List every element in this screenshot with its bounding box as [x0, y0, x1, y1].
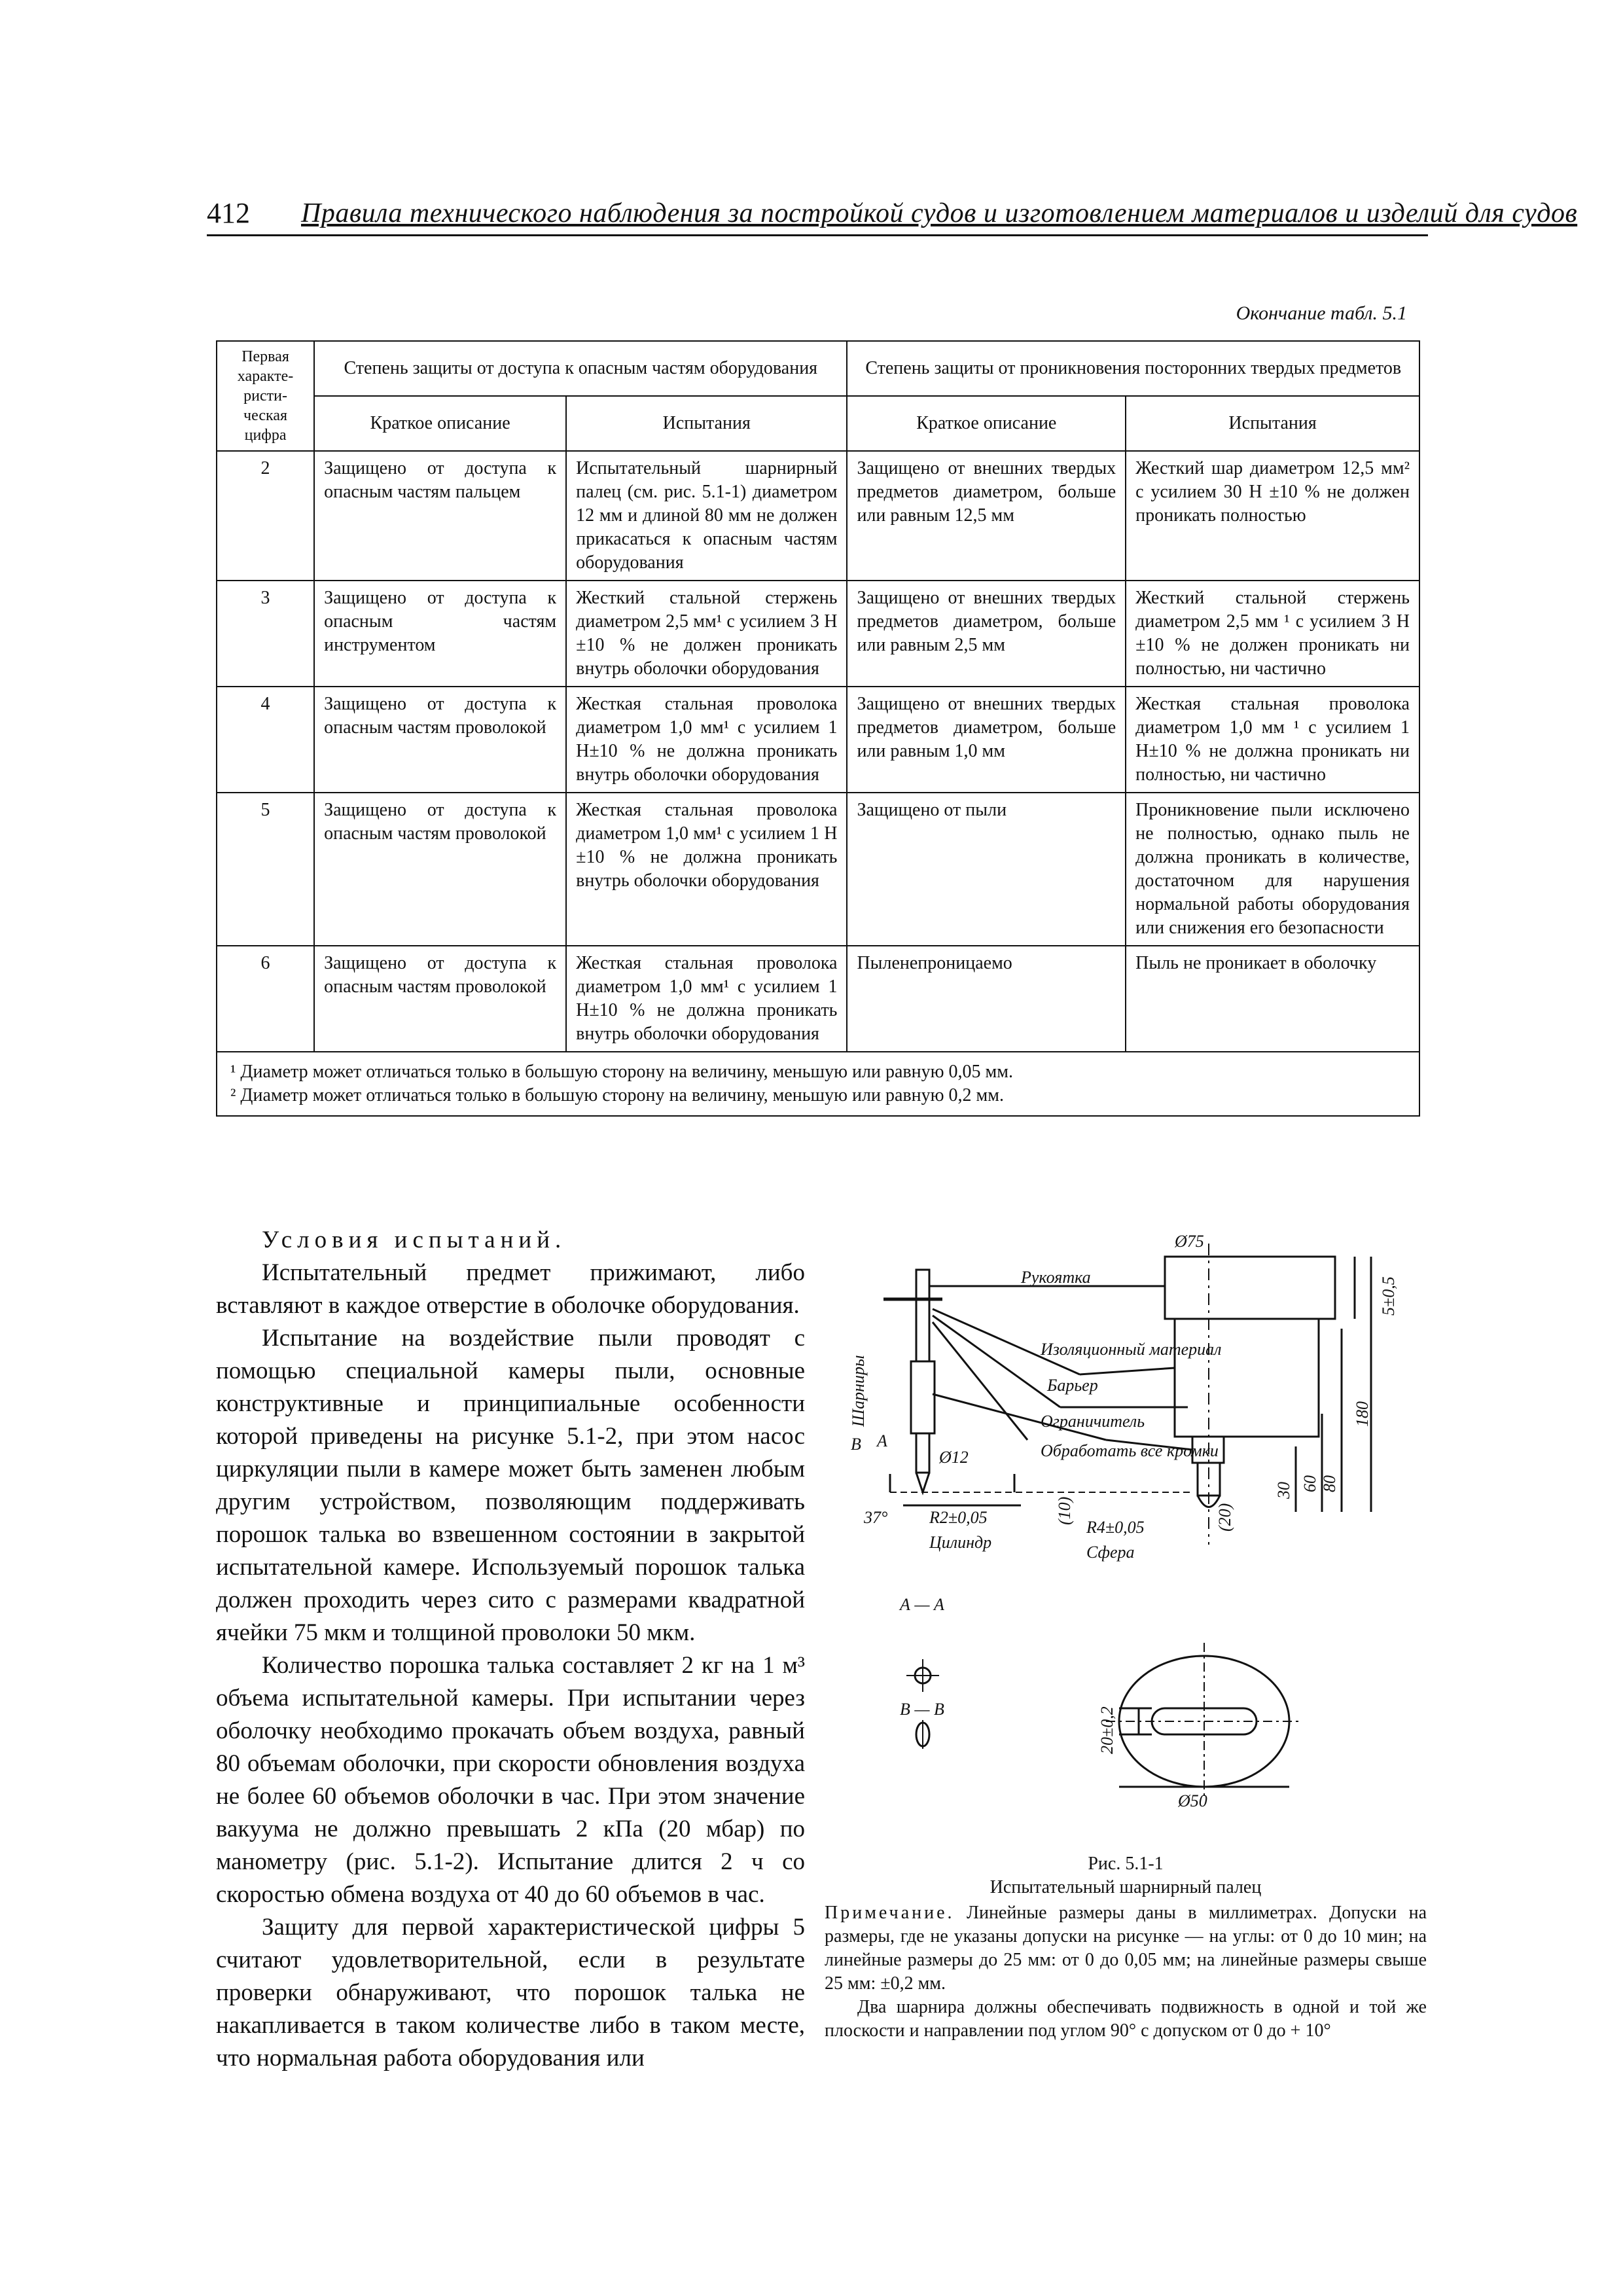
access-test: Испытательный шарнирный палец (см. рис. 5.1-1) диаметром 12 мм и длиной 80 мм не должен прикасаться к опасным частям оборудования: [566, 451, 847, 581]
access-desc: Защищено от доступа к опасным частям проволокой: [314, 793, 566, 946]
figure-title: Испытательный шарнирный палец: [990, 1877, 1262, 1897]
table-row: [217, 581, 1419, 687]
figure-number: Рис. 5.1-1: [1088, 1854, 1164, 1874]
group-access: Степень защиты от доступа к опасным частям оборудования: [314, 341, 847, 396]
access-desc: Защищено от доступа к опасным частям проволокой: [314, 946, 566, 1052]
col-first-digit: Первая характе-ристи-ческая цифра: [217, 341, 314, 451]
solid-desc: Защищено от пыли: [847, 793, 1126, 946]
label-dim5: 5±0,5: [1379, 1276, 1398, 1316]
label-d75: Ø75: [1175, 1232, 1204, 1251]
solid-desc: Защищено от внешних твердых предметов диаметром, больше или равным 12,5 мм: [847, 451, 1126, 581]
sub-desc-access: Краткое описание: [314, 396, 566, 451]
label-sphere: Сфера: [1086, 1543, 1135, 1562]
access-desc: Защищено от доступа к опасным частям инструментом: [314, 581, 566, 687]
footnote-1: ¹ Диаметр может отличаться только в большую сторону на величину, меньшую или равную 0,05 мм.: [230, 1062, 1013, 1082]
row-digit: 5: [217, 793, 314, 946]
header-rule: [207, 234, 1428, 236]
sub-test-solid: Испытания: [1126, 396, 1419, 451]
solid-test: Жесткий стальной стержень диаметром 2,5 мм ¹ с усилием 3 Н ±10 % не должен проникать ни полностью, ни частично: [1126, 581, 1419, 687]
group-solid: Степень защиты от проникновения посторонних твердых предметов: [847, 341, 1419, 396]
note-text: Линейные размеры даны в миллиметрах. Допуски на размеры, где не указаны допуски на рисунке — на углы: от 0 до 10 мин; на линейные размеры до 25 мм: от 0 до 0,05 мм; на линейные размеры свыше 25 мм: ±0,2 мм.: [825, 1903, 1427, 1994]
paragraph: Испытательный предмет прижимают, либо вставляют в каждое отверстие в оболочке оборудования.: [216, 1259, 805, 1319]
label-sec-aa: А — А: [900, 1595, 944, 1614]
label-d12: Ø12: [939, 1448, 969, 1467]
label-cylinder: Цилиндр: [929, 1533, 992, 1552]
access-test: Жесткая стальная проволока диаметром 1,0 мм¹ с усилием 1 Н±10 % не должна проникать внутрь оболочки оборудования: [566, 946, 847, 1052]
figure-caption: [825, 1852, 1427, 1899]
label-r4: R4±0,05: [1086, 1518, 1145, 1537]
solid-desc: Защищено от внешних твердых предметов диаметром, больше или равным 1,0 мм: [847, 687, 1126, 793]
label-dim20: (20): [1215, 1503, 1234, 1532]
label-hinges: Шарниры: [849, 1355, 868, 1427]
label-dim60: 60: [1300, 1475, 1319, 1492]
row-digit: 2: [217, 451, 314, 581]
row-digit: 3: [217, 581, 314, 687]
access-test: Жесткая стальная проволока диаметром 1,0 мм¹ с усилием 1 Н±10 % не должна проникать внутрь оболочки оборудования: [566, 687, 847, 793]
running-title: Правила технического наблюдения за постройкой судов и изготовлением материалов и изделий для судов: [301, 198, 1578, 228]
solid-test: Проникновение пыли исключено не полностью, однако пыль не должна проникать в количестве, достаточном для нарушения нормальной работы оборудования или снижения его безопасности: [1126, 793, 1419, 946]
note-hinges: Два шарнира должны обеспечивать подвижность в одной и той же плоскости и направлении под углом 90° с допуском от 0 до + 10°: [825, 1997, 1427, 2041]
label-dim20tol: 20±0,2: [1097, 1706, 1116, 1754]
sub-test-access: Испытания: [566, 396, 847, 451]
jointed-finger-drawing: [825, 1230, 1427, 1820]
page-number: 412: [207, 197, 250, 229]
table-row: [217, 687, 1419, 793]
protection-table: [216, 340, 1420, 1117]
table-continuation: Окончание табл. 5.1: [1236, 302, 1407, 324]
table-row: [217, 793, 1419, 946]
label-sec-bb: В — В: [900, 1700, 944, 1719]
note-heading: Примечание.: [825, 1903, 955, 1923]
label-mark-a: А: [877, 1431, 887, 1450]
solid-desc: Защищено от внешних твердых предметов диаметром, больше или равным 2,5 мм: [847, 581, 1126, 687]
body-text: [216, 1224, 805, 2075]
solid-test: Жесткий шар диаметром 12,5 мм² с усилием 30 Н ±10 % не должен проникать полностью: [1126, 451, 1419, 581]
label-limiter: Ограничитель: [1041, 1412, 1145, 1431]
row-digit: 4: [217, 687, 314, 793]
table-row: [217, 451, 1419, 581]
solid-test: Пыль не проникает в оболочку: [1126, 946, 1419, 1052]
solid-test: Жесткая стальная проволока диаметром 1,0 мм ¹ с усилием 1 Н±10 % не должна проникать ни полностью, ни частично: [1126, 687, 1419, 793]
label-mark-b: В: [851, 1435, 861, 1454]
figure-note: [825, 1901, 1427, 2043]
sub-desc-solid: Краткое описание: [847, 396, 1126, 451]
label-insulation: Изоляционный материал: [1041, 1340, 1222, 1359]
solid-desc: Пыленепроницаемо: [847, 946, 1126, 1052]
table-row: [217, 946, 1419, 1052]
label-dim30: 30: [1274, 1482, 1293, 1499]
access-desc: Защищено от доступа к опасным частям проволокой: [314, 687, 566, 793]
label-process-edges: Обработать все кромки: [1041, 1441, 1219, 1460]
label-dim80: 80: [1320, 1475, 1339, 1492]
label-r2: R2±0,05: [929, 1508, 988, 1527]
label-dim180: 180: [1353, 1401, 1372, 1427]
label-angle37: 37°: [864, 1508, 888, 1527]
paragraph: Испытание на воздействие пыли проводят с помощью специальной камеры пыли, основные конструктивные и принципиальные особенности которой приведены на рисунке 5.1-2, при этом насос циркуляции пыли в камере может быть заменен любым другим устройством, позволяющим поддерживать порошок талька во взвешенном состоянии в закрытой испытательной камере. Используемый порошок талька должен проходить через сито с размерами квадратной ячейки 75 мкм и толщиной проволоки 50 мкм.: [216, 1325, 805, 1646]
label-dim10: (10): [1055, 1496, 1074, 1525]
access-test: Жесткая стальная проволока диаметром 1,0 мм¹ с усилием 1 Н ±10 % не должна проникать внутрь оболочки оборудования: [566, 793, 847, 946]
table-footnotes: [217, 1052, 1419, 1116]
row-digit: 6: [217, 946, 314, 1052]
section-heading: Условия испытаний.: [262, 1227, 567, 1253]
label-barrier: Барьер: [1047, 1376, 1098, 1395]
access-test: Жесткий стальной стержень диаметром 2,5 мм¹ с усилием 3 Н ±10 % не должен проникать внутрь оболочки оборудования: [566, 581, 847, 687]
paragraph: Защиту для первой характеристической цифры 5 считают удовлетворительной, если в результате проверки обнаруживают, что порошок талька не накапливается в таком количестве либо в таком месте, что нормальная работа оборудования или: [216, 1914, 805, 2072]
footnote-2: ² Диаметр может отличаться только в большую сторону на величину, меньшую или равную 0,2 мм.: [230, 1085, 1004, 1105]
access-desc: Защищено от доступа к опасным частям пальцем: [314, 451, 566, 581]
label-d50: Ø50: [1178, 1791, 1207, 1810]
paragraph: Количество порошка талька составляет 2 кг на 1 м³ объема испытательной камеры. При испытании через оболочку необходимо прокачать объем воздуха, равный 80 объемам оболочки, при скорости обновления воздуха не более 60 объемов оболочки в час. При этом значение вакуума не должно превышать 2 кПа (20 мбар) по манометру (рис. 5.1-2). Испытание длится 2 ч со скоростью обмена воздуха от 40 до 60 объемов в час.: [216, 1652, 805, 1908]
label-handle: Рукоятка: [1021, 1268, 1091, 1287]
